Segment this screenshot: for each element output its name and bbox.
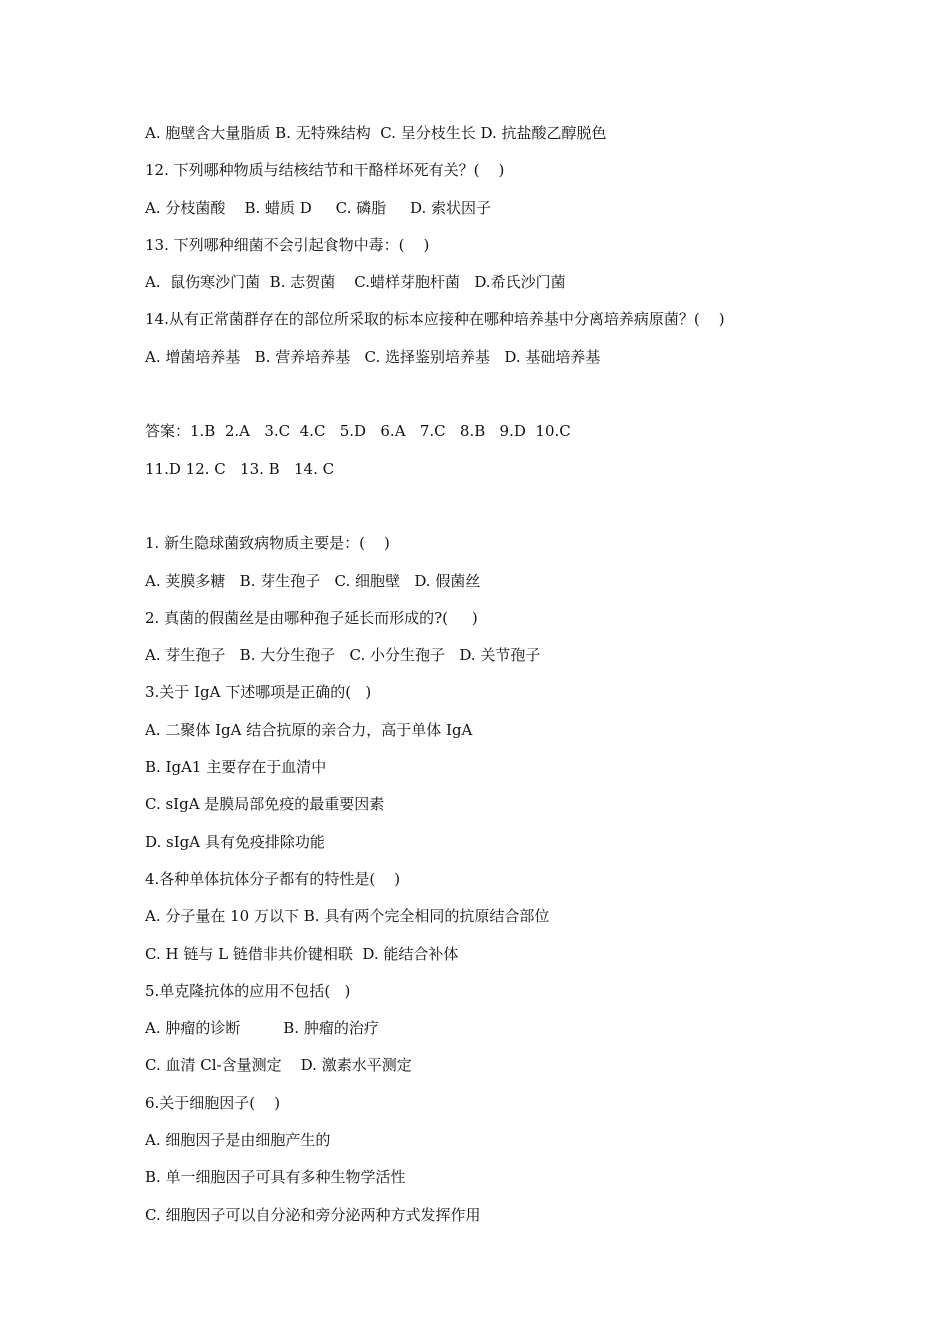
question-5: 5.单克隆抗体的应用不包括( ) (145, 981, 351, 1000)
option-q3-d: D. sIgA 具有免疫排除功能 (145, 832, 325, 851)
document-body (145, 115, 835, 1234)
option-q3-b: B. IgA1 主要存在于血清中 (145, 758, 327, 777)
option-line-q13: A. 鼠伤寒沙门菌 B. 志贺菌 C.蜡样芽胞杆菌 D.希氏沙门菌 (145, 273, 566, 292)
spacer (145, 376, 835, 413)
option-q3-c: C. sIgA 是膜局部免疫的最重要因素 (145, 795, 385, 814)
option-line-q4-cd: C. H 链与 L 链借非共价键相联 D. 能结合补体 (145, 944, 459, 963)
option-line-q12: A. 分枝菌酸 B. 蜡质 D C. 磷脂 D. 索状因子 (145, 198, 491, 217)
question-13: 13. 下列哪种细菌不会引起食物中毒：( ) (145, 235, 430, 254)
option-q6-c: C. 细胞因子可以自分泌和旁分泌两种方式发挥作用 (145, 1205, 481, 1224)
option-line-q11: A. 胞壁含大量脂质 B. 无特殊结构 C. 呈分枝生长 D. 抗盐酸乙醇脱色 (145, 124, 607, 142)
spacer (145, 488, 835, 525)
option-q6-a: A. 细胞因子是由细胞产生的 (145, 1131, 331, 1150)
question-12: 12. 下列哪种物质与结核结节和干酪样坏死有关？( ) (145, 161, 505, 180)
option-line-q1: A. 荚膜多糖 B. 芽生孢子 C. 细胞壁 D. 假菌丝 (145, 571, 481, 590)
question-4: 4.各种单体抗体分子都有的特性是( ) (145, 869, 401, 888)
question-1: 1. 新生隐球菌致病物质主要是：( ) (145, 534, 390, 553)
option-line-q4-ab: A. 分子量在 10 万以下 B. 具有两个完全相同的抗原结合部位 (145, 907, 550, 926)
option-line-q14: A. 增菌培养基 B. 营养培养基 C. 选择鉴别培养基 D. 基础培养基 (145, 347, 601, 366)
question-3: 3.关于 IgA 下述哪项是正确的( ) (145, 683, 372, 702)
question-14: 14.从有正常菌群存在的部位所采取的标本应接种在哪种培养基中分离培养病原菌？( ) (145, 310, 725, 329)
answer-key-line-2: 11.D 12. C 13. B 14. C (145, 459, 335, 478)
question-2: 2. 真菌的假菌丝是由哪种孢子延长而形成的?( ) (145, 608, 478, 627)
option-q3-a: A. 二聚体 IgA 结合抗原的亲合力，高于单体 IgA (145, 720, 473, 739)
option-line-q5-ab: A. 肿瘤的诊断 B. 肿瘤的治疗 (145, 1019, 379, 1038)
option-q6-b: B. 单一细胞因子可具有多种生物学活性 (145, 1168, 406, 1187)
answer-key-line-1: 答案：1.B 2.A 3.C 4.C 5.D 6.A 7.C 8.B 9.D 10.C (145, 422, 571, 441)
option-line-q5-cd: C. 血清 Cl-含量测定 D. 激素水平测定 (145, 1056, 412, 1075)
option-line-q2: A. 芽生孢子 B. 大分生孢子 C. 小分生孢子 D. 关节孢子 (145, 646, 541, 665)
question-6: 6.关于细胞因子( ) (145, 1093, 281, 1112)
